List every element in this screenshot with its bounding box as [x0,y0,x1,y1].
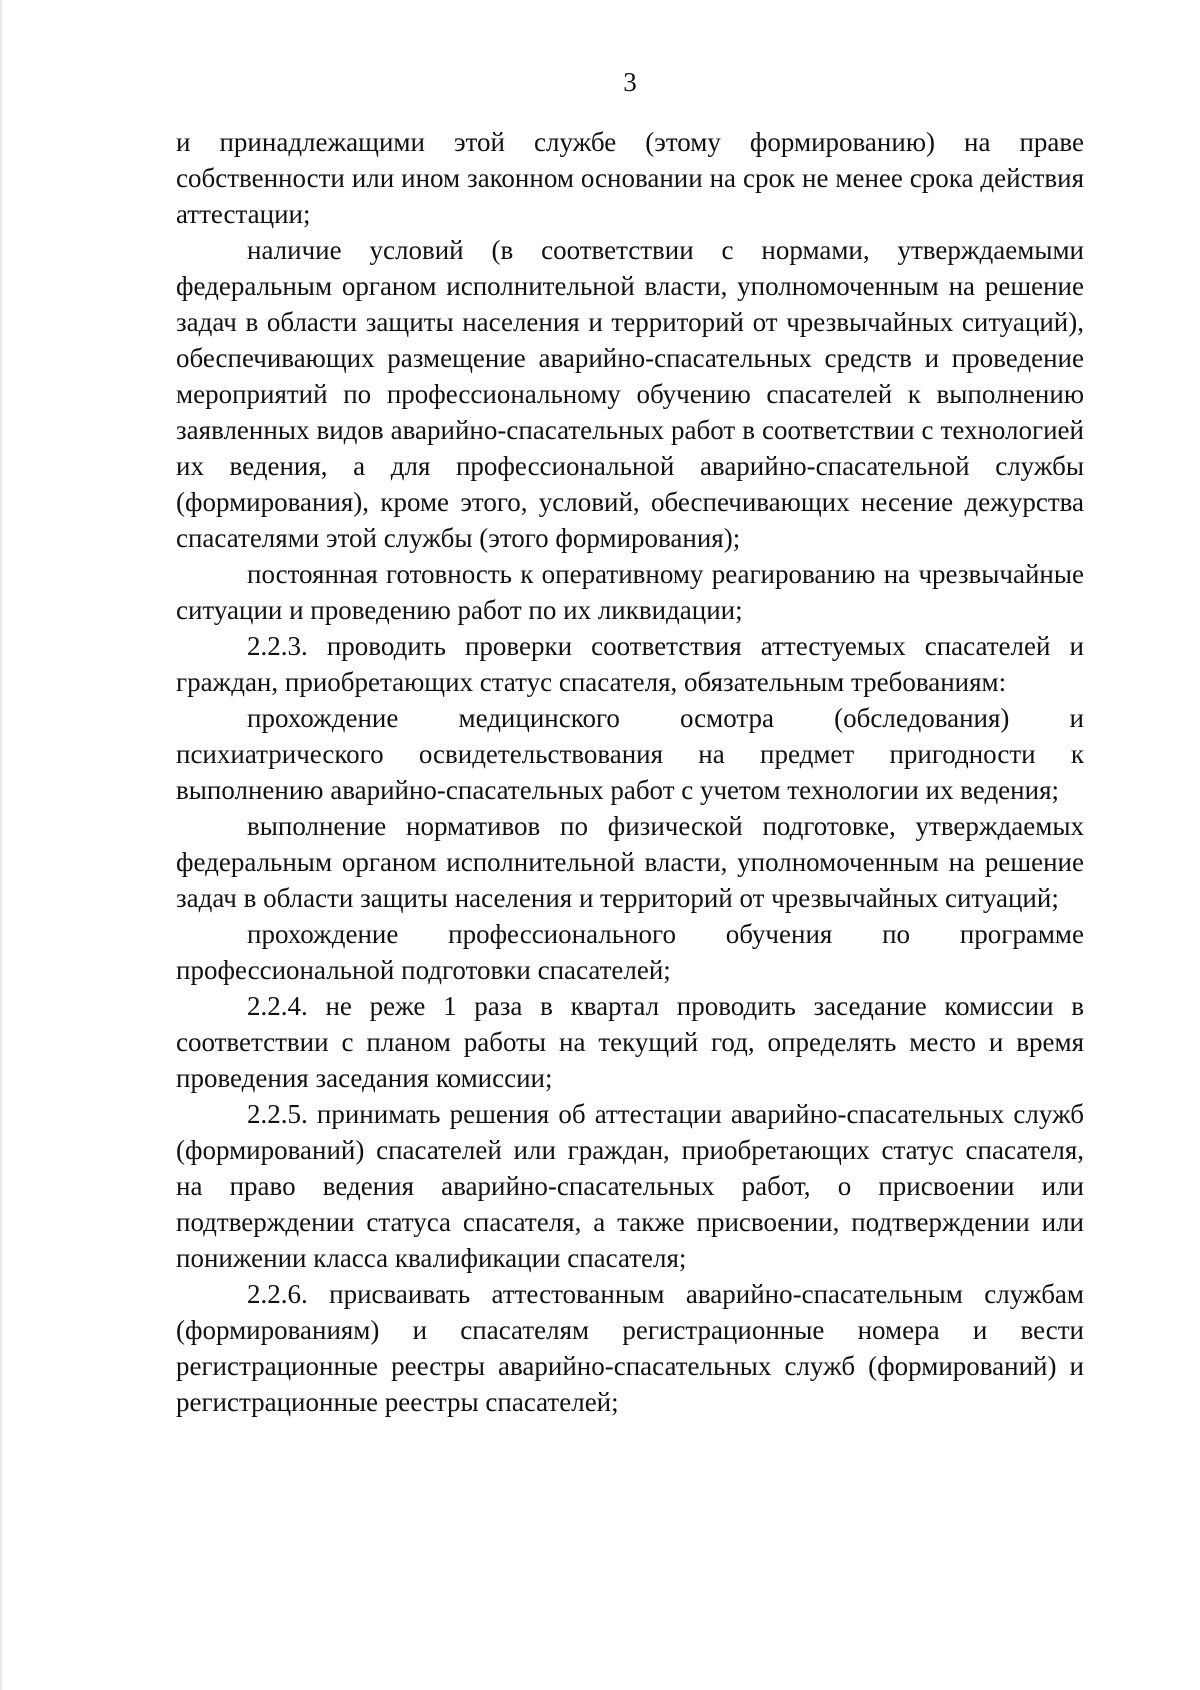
paragraph-8: 2.2.4. не реже 1 раза в квартал проводить заседание комиссии в соответствии с планом работы на текущий год, определять место и время проведения заседания комиссии; [176,991,1084,1093]
scan-edge [0,0,2,1690]
document-body [176,124,1084,1420]
paragraph-4: 2.2.3. проводить проверки соответствия аттестуемых спасателей и граждан, приобретающих статус спасателя, обязательным требованиям: [176,631,1084,697]
paragraph-10: 2.2.6. присваивать аттестованным аварийно-спасательным службам (формированиям) и спасателям регистрационные номера и вести регистрационные реестры аварийно-спасательных служб (формирований) и регистрационные реестры спасателей; [176,1279,1084,1417]
paragraph-5: прохождение медицинского осмотра (обследования) и психиатрического освидетельствования на предмет пригодности к выполнению аварийно-спасательных работ с учетом технологии их ведения; [176,703,1084,805]
paragraph-3: постоянная готовность к оперативному реагированию на чрезвычайные ситуации и проведению работ по их ликвидации; [176,559,1084,625]
paragraph-1: и принадлежащими этой службе (этому формированию) на праве собственности или ином законном основании на срок не менее срока действия аттестации; [176,127,1084,229]
paragraph-9: 2.2.5. принимать решения об аттестации аварийно-спасательных служб (формирований) спасателей или граждан, приобретающих статус спасателя, на право ведения аварийно-спасательных работ, о присвоении или подтверждении статуса спасателя, а также присвоении, подтверждении или понижении класса квалификации спасателя; [176,1099,1084,1273]
paragraph-2: наличие условий (в соответствии с нормами, утверждаемыми федеральным органом исполнительной власти, уполномоченным на решение задач в области защиты населения и территорий от чрезвычайных ситуаций), обеспечивающих размещение аварийно-спасательных средств и проведение мероприятий по профессиональному обучению спасателей к выполнению заявленных видов аварийно-спасательных работ в соответствии с технологией их ведения, а для профессиональной аварийно-спасательной службы (формирования), кроме этого, условий, обеспечивающих несение дежурства спасателями этой службы (этого формирования); [176,235,1084,553]
page-number: 3 [623,67,637,97]
paragraph-6: выполнение нормативов по физической подготовке, утверждаемых федеральным органом исполнительной власти, уполномоченным на решение задач в области защиты населения и территорий от чрезвычайных ситуаций; [176,811,1084,913]
paragraph-7: прохождение профессионального обучения по программе профессиональной подготовки спасателей; [176,919,1084,985]
